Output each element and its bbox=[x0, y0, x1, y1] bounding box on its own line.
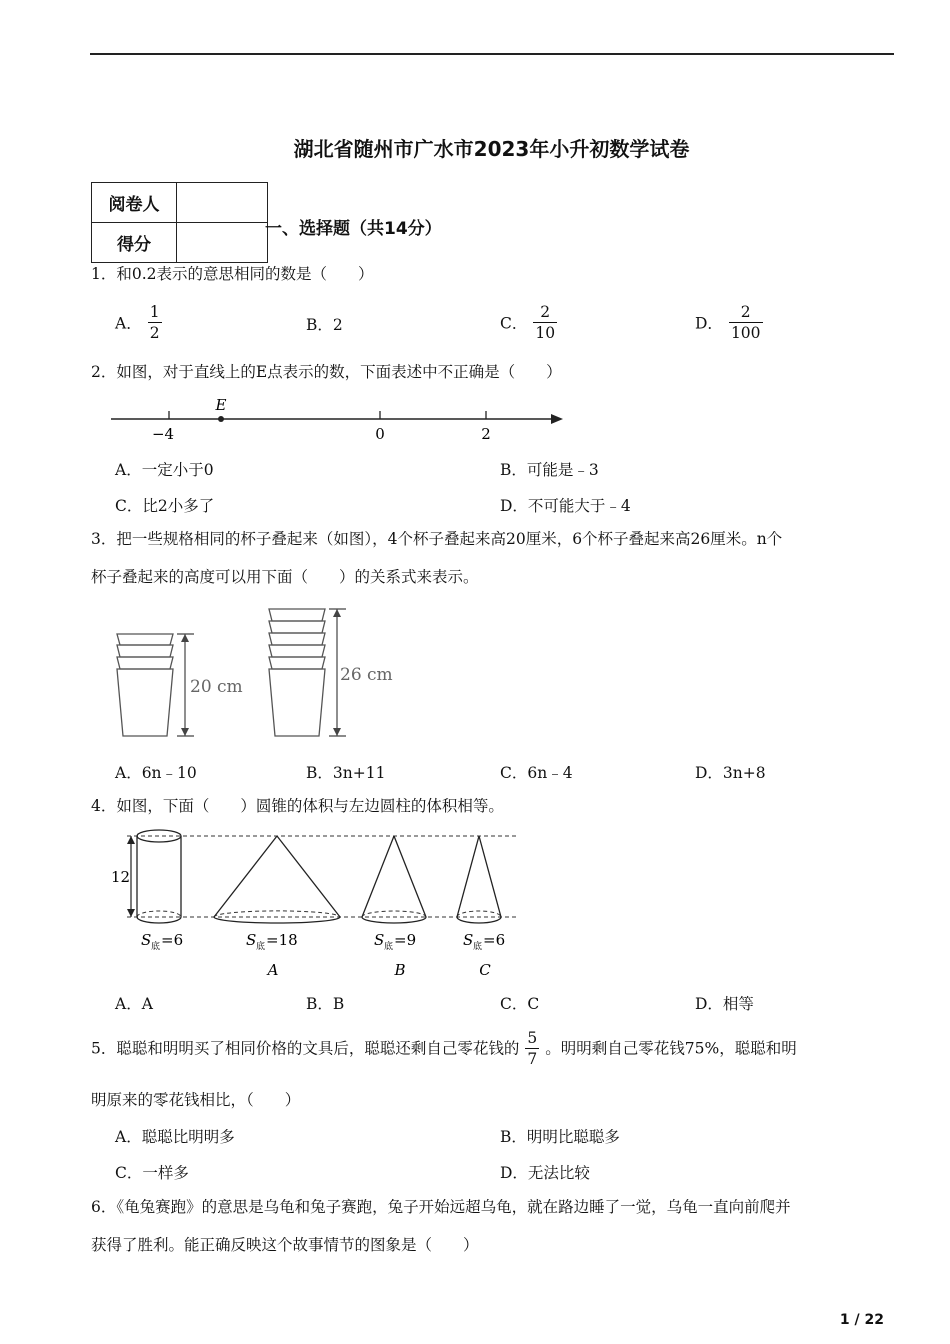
question-5-line1: 5．聪聪和明明买了相同价格的文具后，聪聪还剩自己零花钱的 $\frac{5}{7}$ 。明明剩自己零花钱75%，聪聪和明 bbox=[91, 1029, 797, 1068]
question-1: 1．和0.2表示的意思相同的数是（ ） bbox=[91, 265, 374, 283]
cone-b-base-area: =9 bbox=[394, 931, 417, 949]
q2-option-d: D．不可能大于﹣4 bbox=[500, 497, 631, 515]
tick-label: −4 bbox=[151, 425, 175, 443]
q3-option-c: C．6n﹣4 bbox=[500, 764, 573, 782]
q4-option-d: D．相等 bbox=[695, 995, 754, 1013]
height-label-4-cups: 20 cm bbox=[190, 677, 243, 697]
page-number: 1 / 22 bbox=[839, 1312, 884, 1328]
header-rule bbox=[90, 53, 894, 55]
q1-option-c: C． $\frac{2}{10}$ bbox=[500, 303, 556, 342]
q5-option-c: C．一样多 bbox=[115, 1164, 189, 1182]
q1-option-b: B．2 bbox=[306, 316, 343, 334]
question-6-line1: 6．《龟兔赛跑》的意思是乌龟和兔子赛跑，兔子开始远超乌龟，就在路边睡了一觉，乌龟一直向前爬并 bbox=[91, 1198, 791, 1216]
cone-b-label: B bbox=[394, 961, 406, 979]
fraction: $\frac{2}{100}$ bbox=[730, 303, 761, 342]
height-label: 12 bbox=[111, 868, 131, 886]
cups-figure bbox=[110, 605, 410, 745]
question-6-line2: 获得了胜利。能正确反映这个故事情节的图象是（ ） bbox=[91, 1236, 479, 1254]
base-symbol: S bbox=[141, 931, 152, 949]
fraction: $\frac{2}{10}$ bbox=[535, 303, 556, 342]
tick-label: 0 bbox=[375, 425, 385, 443]
cylinder-cones-figure bbox=[105, 825, 525, 985]
question-2: 2．如图，对于直线上的E点表示的数，下面表述中不正确是（ ） bbox=[91, 363, 562, 381]
q2-option-b: B．可能是﹣3 bbox=[500, 461, 599, 479]
question-5-line2: 明原来的零花钱相比，（ ） bbox=[91, 1091, 301, 1109]
q4-option-c: C．C bbox=[500, 995, 540, 1013]
height-label-6-cups: 26 cm bbox=[340, 665, 393, 685]
q3-option-a: A．6n﹣10 bbox=[115, 764, 197, 782]
q5-option-a: A．聪聪比明明多 bbox=[115, 1128, 235, 1146]
q2-option-a: A．一定小于0 bbox=[115, 461, 214, 479]
q5-option-b: B．明明比聪聪多 bbox=[500, 1128, 620, 1146]
base-subscript: 底 bbox=[151, 942, 161, 952]
number-line-figure bbox=[105, 393, 575, 445]
base-symbol: S bbox=[374, 931, 385, 949]
cone-a-base-area: =18 bbox=[266, 931, 298, 949]
cone-c-base-area: =6 bbox=[483, 931, 506, 949]
base-symbol: S bbox=[463, 931, 474, 949]
q1-option-d: D． $\frac{2}{100}$ bbox=[695, 303, 761, 342]
q4-option-a: A．A bbox=[115, 995, 153, 1013]
cone-a-label: A bbox=[267, 961, 279, 979]
score-label: 得分 bbox=[92, 223, 177, 263]
base-subscript: 底 bbox=[384, 942, 394, 952]
reviewer-cell bbox=[177, 183, 268, 223]
cone-c-label: C bbox=[479, 961, 491, 979]
q4-option-b: B．B bbox=[306, 995, 345, 1013]
base-symbol: S bbox=[246, 931, 257, 949]
question-4: 4．如图，下面（ ）圆锥的体积与左边圆柱的体积相等。 bbox=[91, 797, 504, 815]
question-3-line2: 杯子叠起来的高度可以用下面（ ）的关系式来表示。 bbox=[91, 568, 479, 586]
tick-label: 2 bbox=[481, 425, 491, 443]
question-3-line1: 3．把一些规格相同的杯子叠起来（如图），4个杯子叠起来高20厘米，6个杯子叠起来高26厘米。n个 bbox=[91, 530, 783, 548]
q3-option-d: D．3n+8 bbox=[695, 764, 766, 782]
section-heading: 一、选择题（共14分） bbox=[265, 219, 442, 239]
score-cell bbox=[177, 223, 268, 263]
fraction: $\frac{5}{7}$ bbox=[527, 1029, 538, 1068]
point-e-label: E bbox=[215, 396, 227, 414]
fraction: $\frac{1}{2}$ bbox=[149, 303, 160, 342]
q2-option-c: C．比2小多了 bbox=[115, 497, 215, 515]
base-subscript: 底 bbox=[256, 942, 266, 952]
point-e bbox=[218, 416, 224, 422]
base-subscript: 底 bbox=[473, 942, 483, 952]
q1-option-a: A． $\frac{1}{2}$ bbox=[115, 303, 160, 342]
score-table bbox=[91, 182, 268, 263]
q5-option-d: D．无法比较 bbox=[500, 1164, 590, 1182]
q3-option-b: B．3n+11 bbox=[306, 764, 386, 782]
cylinder-base-area: =6 bbox=[161, 931, 184, 949]
reviewer-label: 阅卷人 bbox=[92, 183, 177, 223]
page-title: 湖北省随州市广水市2023年小升初数学试卷 bbox=[293, 137, 690, 161]
